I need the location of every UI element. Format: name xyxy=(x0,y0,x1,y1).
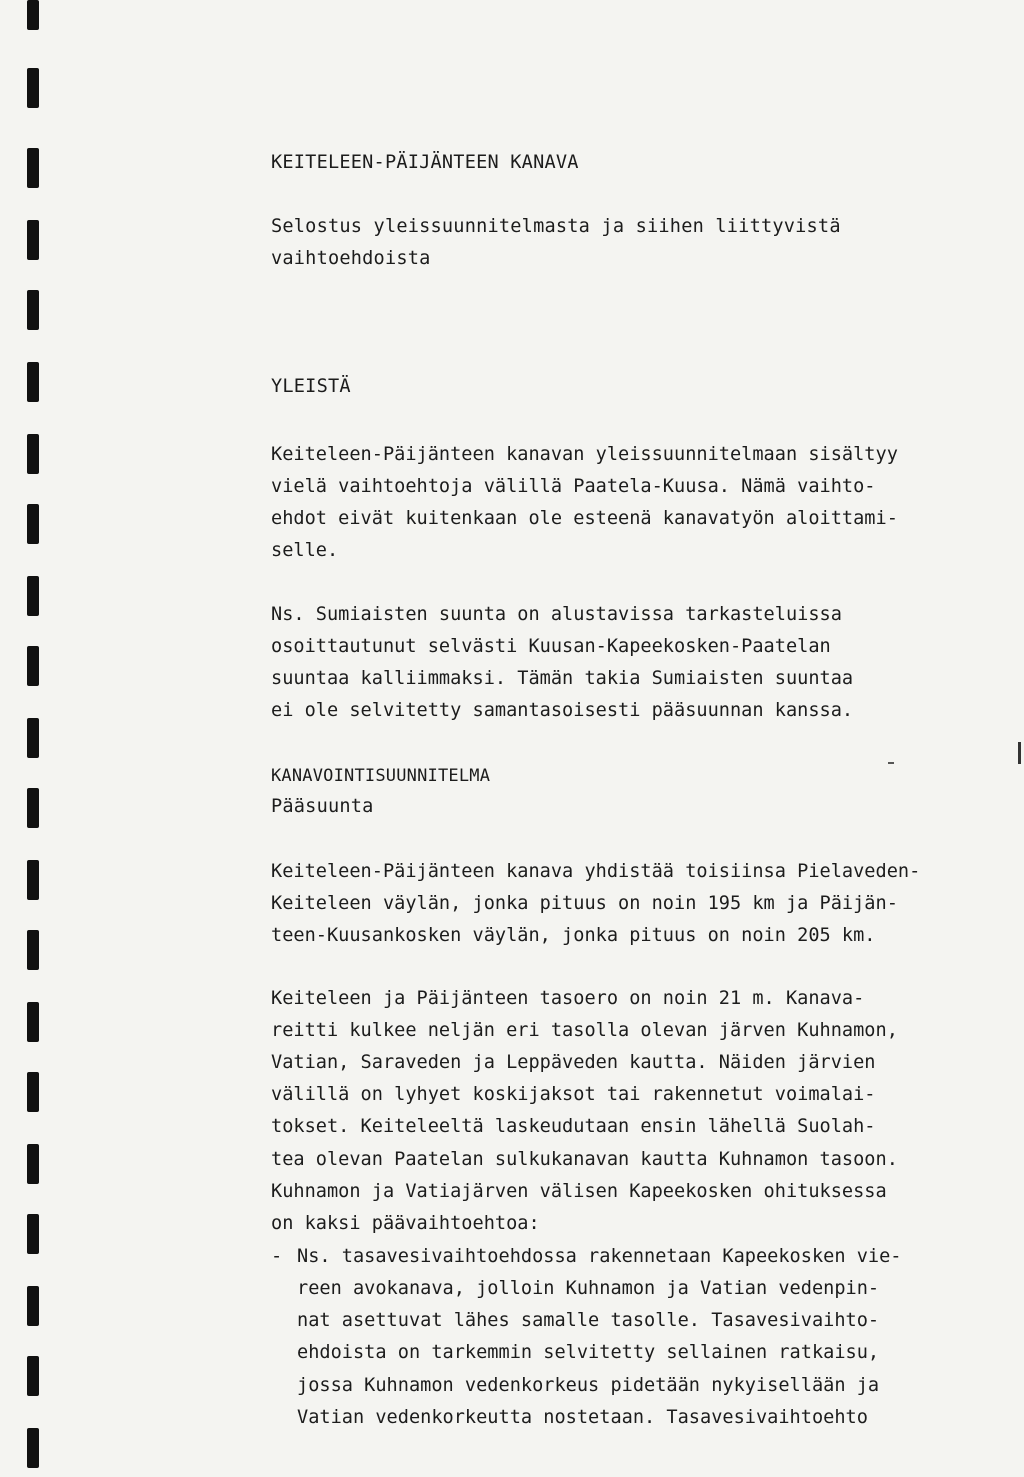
binding-hole xyxy=(27,1356,39,1396)
paragraph-4-line: Kuhnamon ja Vatiajärven välisen Kapeekosken ohituksessa xyxy=(271,1181,887,1202)
binding-hole xyxy=(27,718,39,758)
paragraph-4-line: reitti kulkee neljän eri tasolla olevan järven Kuhnamon, xyxy=(271,1020,898,1041)
paragraph-2-line: Ns. Sumiaisten suunta on alustavissa tarkasteluissa xyxy=(271,604,842,625)
paragraph-4-line: Keiteleen ja Päijänteen tasoero on noin 21 m. Kanava- xyxy=(271,988,865,1009)
scan-speck xyxy=(888,762,894,764)
binding-hole xyxy=(27,504,39,544)
section-heading-canal-plan: KANAVOINTISUUNNITELMA xyxy=(271,766,491,786)
document-subtitle-line-1: Selostus yleissuunnitelmasta ja siihen liittyvistä xyxy=(271,216,841,237)
bullet-1-line: reen avokanava, jolloin Kuhnamon ja Vatian vedenpin- xyxy=(297,1278,880,1299)
binding-hole xyxy=(27,1428,39,1468)
section-subheading-main-route: Pääsuunta xyxy=(271,796,374,817)
paragraph-3-line: Keiteleen väylän, jonka pituus on noin 195 km ja Päijän- xyxy=(271,893,898,914)
binding-hole xyxy=(27,1144,39,1184)
binding-hole xyxy=(27,220,39,260)
binding-holes xyxy=(27,0,41,1477)
paragraph-1-line: Keiteleen-Päijänteen kanavan yleissuunnitelmaan sisältyy xyxy=(271,444,898,465)
document-title: KEITELEEN-PÄIJÄNTEEN KANAVA xyxy=(271,152,579,173)
paragraph-4-line: välillä on lyhyet koskijaksot tai rakennetut voimalai- xyxy=(271,1084,876,1105)
binding-hole xyxy=(27,1002,39,1042)
bullet-1-line: Ns. tasavesivaihtoehdossa rakennetaan Kapeekosken vie- xyxy=(297,1246,902,1267)
binding-hole xyxy=(27,788,39,828)
bullet-marker: - xyxy=(271,1246,283,1267)
binding-hole xyxy=(27,1286,39,1326)
bullet-1-line: nat asettuvat lähes samalle tasolle. Tasavesivaihto- xyxy=(297,1310,880,1331)
binding-hole xyxy=(27,362,39,402)
binding-hole xyxy=(27,646,39,686)
paragraph-3-line: teen-Kuusankosken väylän, jonka pituus on noin 205 km. xyxy=(271,925,876,946)
paragraph-4-line: tea olevan Paatelan sulkukanavan kautta Kuhnamon tasoon. xyxy=(271,1149,898,1170)
paragraph-4-line: Vatian, Saraveden ja Leppäveden kautta. Näiden järvien xyxy=(271,1052,876,1073)
bullet-1-line: Vatian vedenkorkeutta nostetaan. Tasavesivaihtoehto xyxy=(297,1407,868,1428)
binding-hole xyxy=(27,434,39,474)
section-heading-general: YLEISTÄ xyxy=(271,376,351,397)
document-subtitle-line-2: vaihtoehdoista xyxy=(271,248,431,269)
paragraph-1-line: ehdot eivät kuitenkaan ole esteenä kanavatyön aloittami- xyxy=(271,508,898,529)
paragraph-4-line: tokset. Keiteleeltä laskeudutaan ensin lähellä Suolah- xyxy=(271,1116,876,1137)
paragraph-2-line: ei ole selvitetty samantasoisesti pääsuunnan kanssa. xyxy=(271,700,854,721)
binding-hole xyxy=(27,1214,39,1254)
paragraph-2-line: suuntaa kalliimmaksi. Tämän takia Sumiaisten suuntaa xyxy=(271,668,854,689)
paragraph-1-line: vielä vaihtoehtoja välillä Paatela-Kuusa. Nämä vaihto- xyxy=(271,476,876,497)
binding-hole xyxy=(27,148,39,188)
binding-hole xyxy=(27,930,39,970)
paragraph-3-line: Keiteleen-Päijänteen kanava yhdistää toisiinsa Pielaveden- xyxy=(271,861,921,882)
binding-hole xyxy=(27,290,39,330)
bullet-1-line: jossa Kuhnamon vedenkorkeus pidetään nykyisellään ja xyxy=(297,1375,880,1396)
binding-hole xyxy=(27,68,39,108)
binding-hole xyxy=(27,860,39,900)
binding-hole xyxy=(27,0,39,30)
binding-hole xyxy=(27,576,39,616)
margin-mark xyxy=(1018,742,1021,764)
paragraph-1-line: selle. xyxy=(271,540,339,561)
paragraph-4-line: on kaksi päävaihtoehtoa: xyxy=(271,1213,540,1234)
bullet-1-line: ehdoista on tarkemmin selvitetty sellainen ratkaisu, xyxy=(297,1342,880,1363)
binding-hole xyxy=(27,1072,39,1112)
paragraph-2-line: osoittautunut selvästi Kuusan-Kapeekosken-Paatelan xyxy=(271,636,831,657)
